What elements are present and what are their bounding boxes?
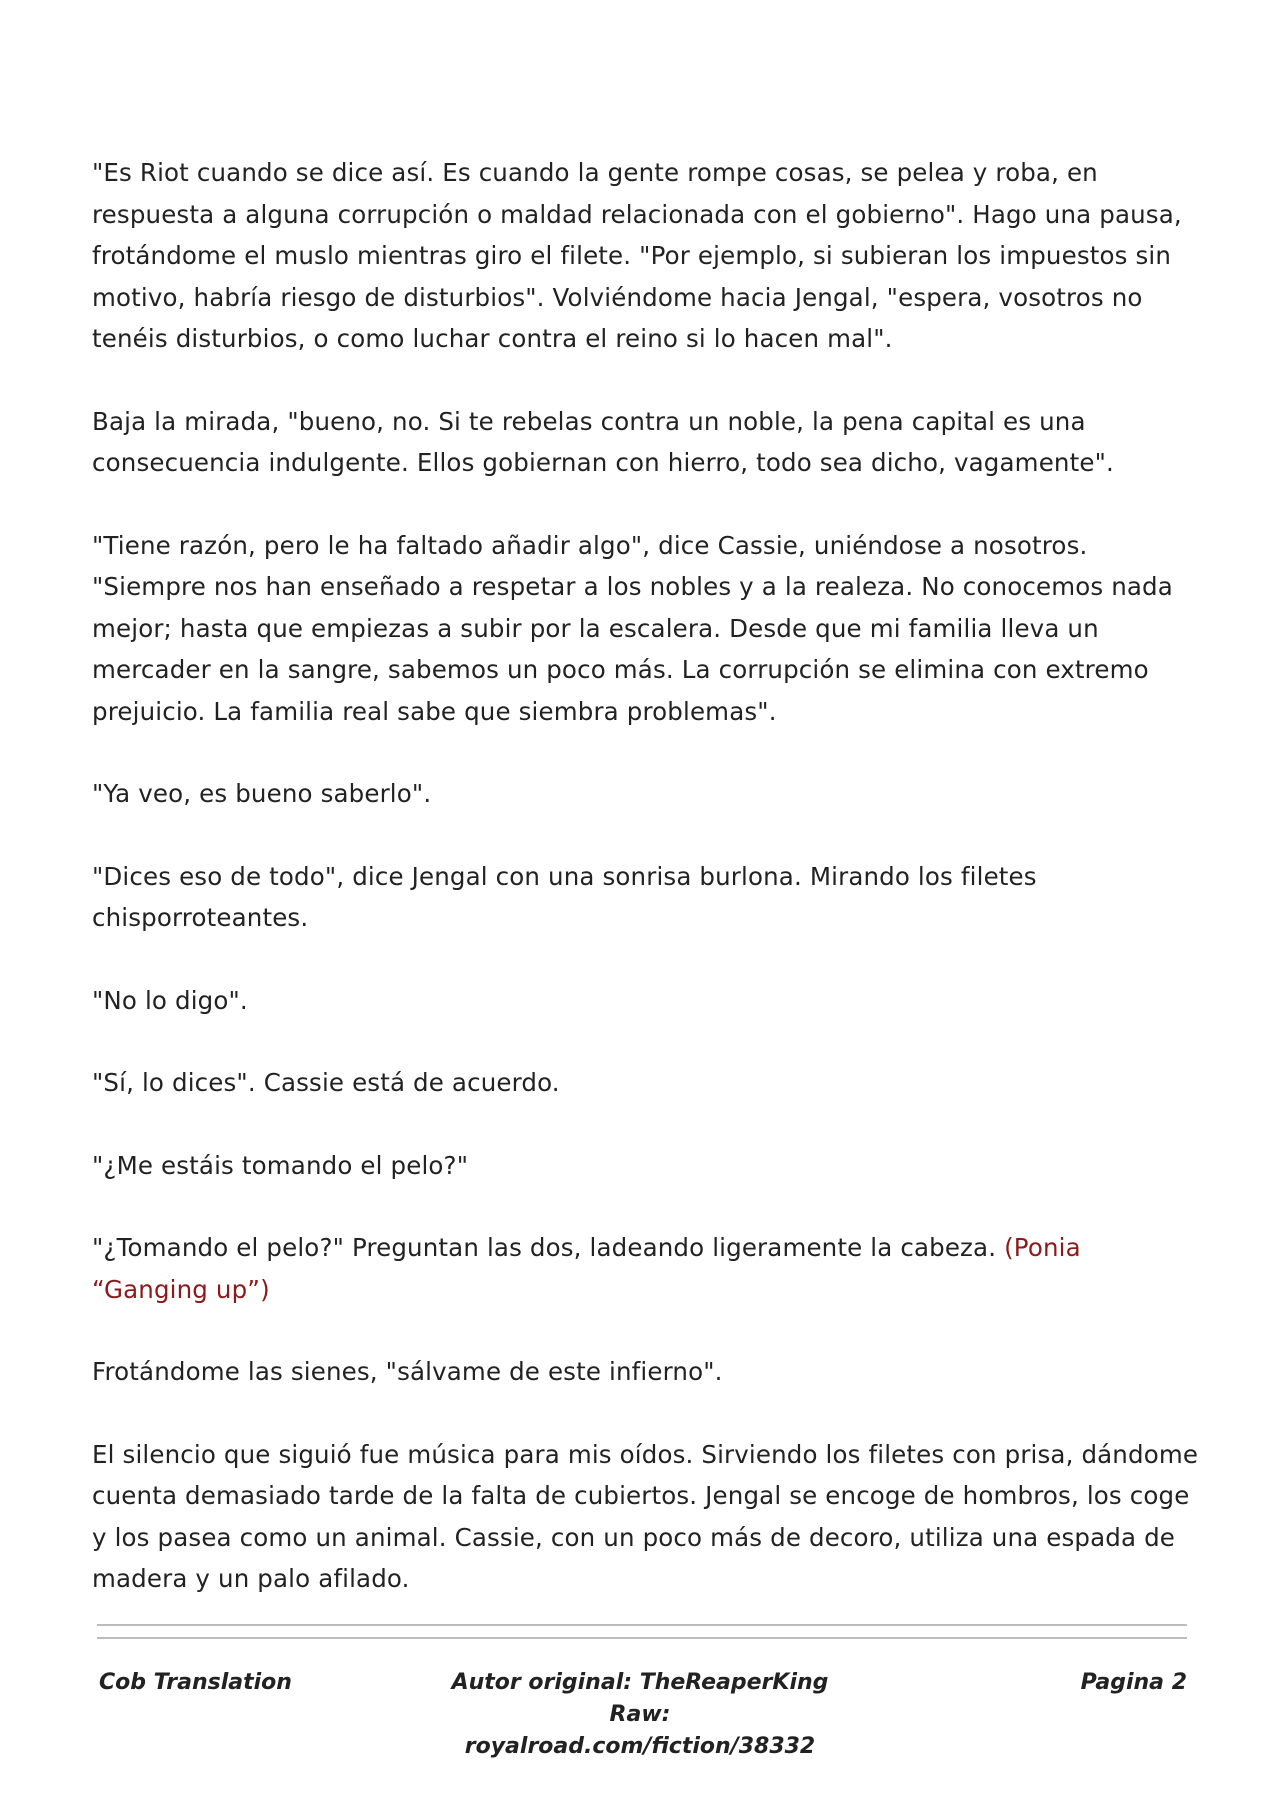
paragraph-text: "¿Me estáis tomando el pelo?" <box>92 1150 469 1180</box>
paragraph <box>92 1145 1200 1187</box>
paragraph-text: Baja la mirada, "bueno, no. Si te rebelas contra un noble, la pena capital es una consecuencia indulgente. Ellos gobiernan con hierro, todo sea dicho, vagamente". <box>92 406 1114 477</box>
paragraph <box>92 1227 1200 1310</box>
paragraph-text: "No lo digo". <box>92 985 248 1015</box>
footer-author: Autor original: TheReaperKing <box>451 1670 829 1695</box>
paragraph <box>92 773 1200 815</box>
paragraph <box>92 152 1200 360</box>
paragraph-text: "Ya veo, es bueno saberlo". <box>92 779 432 808</box>
footer-translator: Cob Translation <box>99 1670 292 1695</box>
paragraph <box>92 856 1200 939</box>
body-text <box>92 152 1200 1641</box>
paragraph <box>92 1062 1200 1104</box>
paragraph-text: "¿Tomando el pelo?" Preguntan las dos, ladeando ligeramente la cabeza. <box>92 1233 1005 1262</box>
paragraph <box>92 1351 1200 1393</box>
paragraph-text: "Es Riot cuando se dice así. Es cuando la gente rompe cosas, se pelea y roba, en respuesta a alguna corrupción o maldad relacionada con el gobierno". Hago una pausa, frotándome el muslo mientras giro el filete. "Por ejemplo, si subieran los impuestos sin motivo, habría riesgo de disturbios". Volviéndome hacia Jengal, "espera, vosotros no tenéis disturbios, o como luchar contra el reino si lo hacen mal". <box>92 158 1182 353</box>
footer-page-number: Pagina 2 <box>1080 1670 1187 1695</box>
paragraph-text: "Sí, lo dices". Cassie está de acuerdo. <box>92 1068 560 1097</box>
paragraph-text: Frotándome las sienes, "sálvame de este infierno". <box>92 1357 723 1386</box>
footer-credits <box>440 1667 840 1763</box>
translator-note: (Ponia “Ganging up”) <box>92 1233 1081 1304</box>
paragraph-text: El silencio que siguió fue música para mis oídos. Sirviendo los filetes con prisa, dándome cuenta demasiado tarde de la falta de cubiertos. Jengal se encoge de hombros, los coge y los pasea como un animal. Cassie, con un poco más de decoro, utiliza una espada de madera y un palo afilado. <box>92 1439 1199 1593</box>
footer-divider-top <box>97 1624 1187 1626</box>
footer-divider-bottom <box>97 1637 1187 1639</box>
paragraph-text: "Dices eso de todo", dice Jengal con una sonrisa burlona. Mirando los filetes chisporroteantes. <box>92 861 1037 932</box>
paragraph-text: "Tiene razón, pero le ha faltado añadir algo", dice Cassie, uniéndose a nosotros. "Siempre nos han enseñado a respetar a los nobles y a la realeza. No conocemos nada mejor; hasta que empiezas a subir por la escalera. Desde que mi familia lleva un mercader en la sangre, sabemos un poco más. La corrupción se elimina con extremo prejuicio. La familia real sabe que siembra problemas". <box>92 530 1173 726</box>
paragraph <box>92 525 1200 733</box>
paragraph <box>92 401 1200 484</box>
footer-raw-source: Raw: royalroad.com/fiction/38332 <box>464 1702 816 1759</box>
paragraph <box>92 980 1200 1022</box>
paragraph <box>92 1434 1200 1600</box>
